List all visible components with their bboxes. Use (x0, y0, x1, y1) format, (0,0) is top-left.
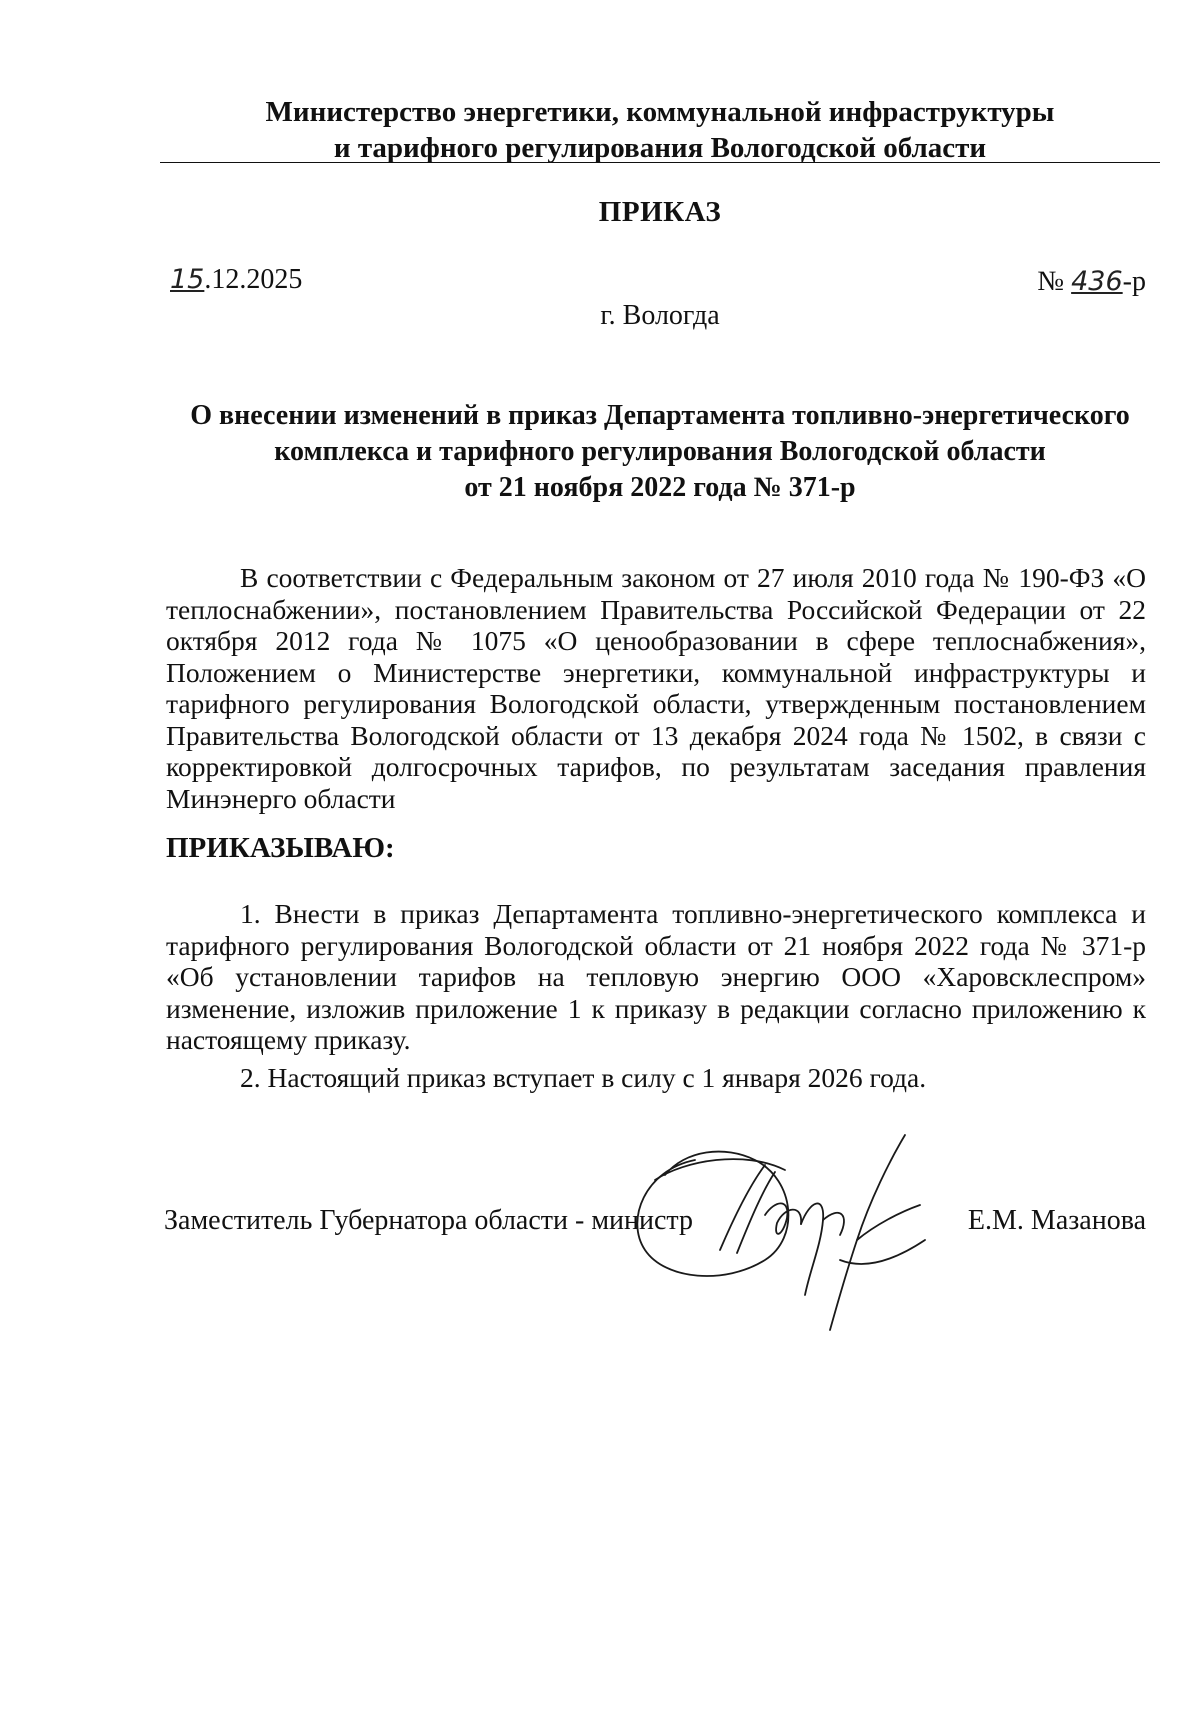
signer-name: Е.М. Мазанова (967, 1205, 1146, 1236)
subject-line1: О внесении изменений в приказ Департамента топливно-энергетического (190, 400, 1130, 431)
document-number (1037, 266, 1146, 298)
header-divider (160, 162, 1160, 163)
document-subject (160, 398, 1160, 506)
signer-position: Заместитель Губернатора области - министр (164, 1205, 693, 1236)
document-date (170, 264, 302, 296)
ministry-name-line1: Министерство энергетики, коммунальной инфраструктуры (265, 96, 1055, 128)
order-heading: ПРИКАЗЫВАЮ: (166, 832, 395, 864)
number-suffix: -р (1122, 266, 1146, 297)
ministry-name-line2: и тарифного регулирования Вологодской области (333, 132, 987, 164)
subject-line3: от 21 ноября 2022 года № 371-р (464, 472, 856, 503)
subject-line2: комплекса и тарифного регулирования Вологодской области (274, 436, 1046, 467)
handwritten-signature (625, 1120, 955, 1350)
handwritten-day: 15 (170, 264, 205, 295)
preamble-paragraph: В соответствии с Федеральным законом от 27 июля 2010 года № 190-ФЗ «О теплоснабжении», постановлением Правительства Российской Федерации от 22 октября 2012 года № 1075 «О ценообразовании в сфере теплоснабжения», Положением о Министерстве энергетики, коммунальной инфраструктуры и тарифного регулирования Вологодской области, утвержденным постановлением Правительства Вологодской области от 13 декабря 2024 года № 1502, в связи с корректировкой долгосрочных тарифов, по результатам заседания правления Минэнерго области (166, 562, 1146, 814)
handwritten-number: 436 (1071, 266, 1123, 297)
document-title: ПРИКАЗ (598, 196, 722, 228)
order-item-2: 2. Настоящий приказ вступает в силу с 1 января 2026 года. (240, 1062, 927, 1093)
date-month-year: .12.2025 (204, 264, 303, 295)
document-city: г. Вологда (600, 300, 720, 331)
number-sign: № (1037, 266, 1065, 297)
order-item-1: 1. Внести в приказ Департамента топливно-энергетического комплекса и тарифного регулирования Вологодской области от 21 ноября 2022 года № 371-р «Об установлении тарифов на тепловую энергию ООО «Харовсклеспром» изменение, изложив приложение 1 к приказу в редакции согласно приложению к настоящему приказу. (166, 898, 1146, 1055)
